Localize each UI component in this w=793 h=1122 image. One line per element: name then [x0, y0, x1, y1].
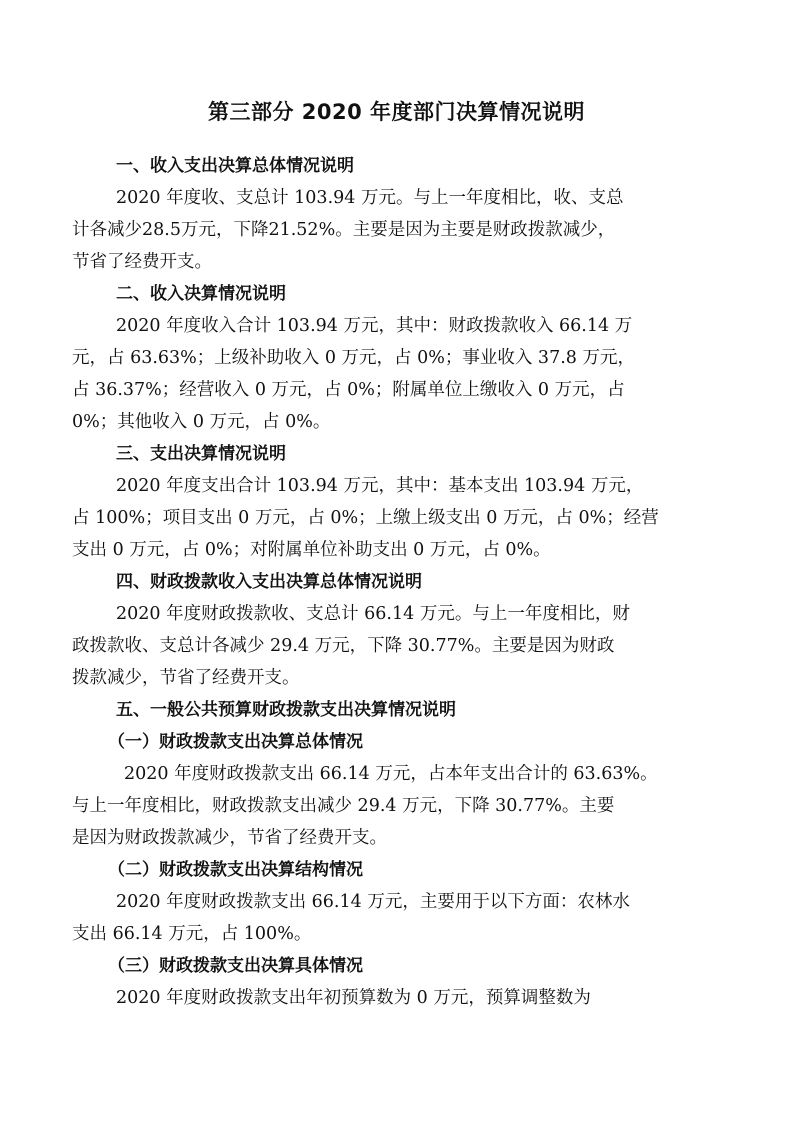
paragraph-line: 计各减少28.5万元，下降21.52%。主要是因为主要是财政拨款减少，: [72, 220, 616, 240]
paragraph-line: 占 100%；项目支出 0 万元，占 0%；上缴上级支出 0 万元，占 0%；经营: [72, 508, 659, 528]
paragraph-line: 2020 年度支出合计 103.94 万元，其中：基本支出 103.94 万元，: [116, 476, 644, 496]
paragraph-line: 政拨款收、支总计各减少 29.4 万元，下降 30.77%。主要是因为财政: [72, 636, 615, 656]
paragraph-line: 2020 年度财政拨款支出 66.14 万元，占本年支出合计的 63.63%。: [124, 764, 658, 784]
paragraph-line: 是因为财政拨款减少，节省了经费开支。: [72, 828, 387, 848]
paragraph-line: 2020 年度收入合计 103.94 万元，其中：财政拨款收入 66.14 万: [116, 316, 633, 336]
section-heading: 一、收入支出决算总体情况说明: [116, 156, 354, 176]
section-heading: 五、一般公共预算财政拨款支出决算情况说明: [116, 700, 456, 720]
subsection-heading: （二）财政拨款支出决算结构情况: [108, 860, 363, 880]
paragraph-line: 元，占 63.63%；上级补助收入 0 万元，占 0%；事业收入 37.8 万元，: [72, 348, 635, 368]
subsection-heading: （三）财政拨款支出决算具体情况: [108, 956, 363, 976]
document-body: [72, 150, 722, 1014]
paragraph-line: 支出 0 万元，占 0%；对附属单位补助支出 0 万元，占 0%。: [72, 540, 551, 560]
subsection-heading: （一）财政拨款支出决算总体情况: [108, 732, 363, 752]
paragraph-line: 与上一年度相比，财政拨款支出减少 29.4 万元，下降 30.77%。主要: [72, 796, 615, 816]
paragraph-line: 拨款减少，节省了经费开支。: [72, 668, 300, 688]
paragraph-line: 2020 年度财政拨款收、支总计 66.14 万元。与上一年度相比，财: [116, 604, 630, 624]
section-heading: 三、支出决算情况说明: [116, 444, 286, 464]
paragraph-line: 2020 年度财政拨款支出 66.14 万元，主要用于以下方面：农林水: [116, 892, 630, 912]
paragraph-line: 0%；其他收入 0 万元，占 0%。: [72, 412, 331, 432]
paragraph-line: 2020 年度收、支总计 103.94 万元。与上一年度相比，收、支总: [116, 188, 624, 208]
paragraph-line: 2020 年度财政拨款支出年初预算数为 0 万元，预算调整数为: [116, 988, 591, 1008]
paragraph-line: 节省了经费开支。: [72, 252, 212, 272]
section-heading: 四、财政拨款收入支出决算总体情况说明: [116, 572, 422, 592]
section-heading: 二、收入决算情况说明: [116, 284, 286, 304]
page-title: 第三部分 2020 年度部门决算情况说明: [207, 100, 586, 124]
paragraph-line: 占 36.37%；经营收入 0 万元，占 0%；附属单位上缴收入 0 万元，占: [72, 380, 625, 400]
paragraph-line: 支出 66.14 万元，占 100%。: [72, 924, 312, 944]
